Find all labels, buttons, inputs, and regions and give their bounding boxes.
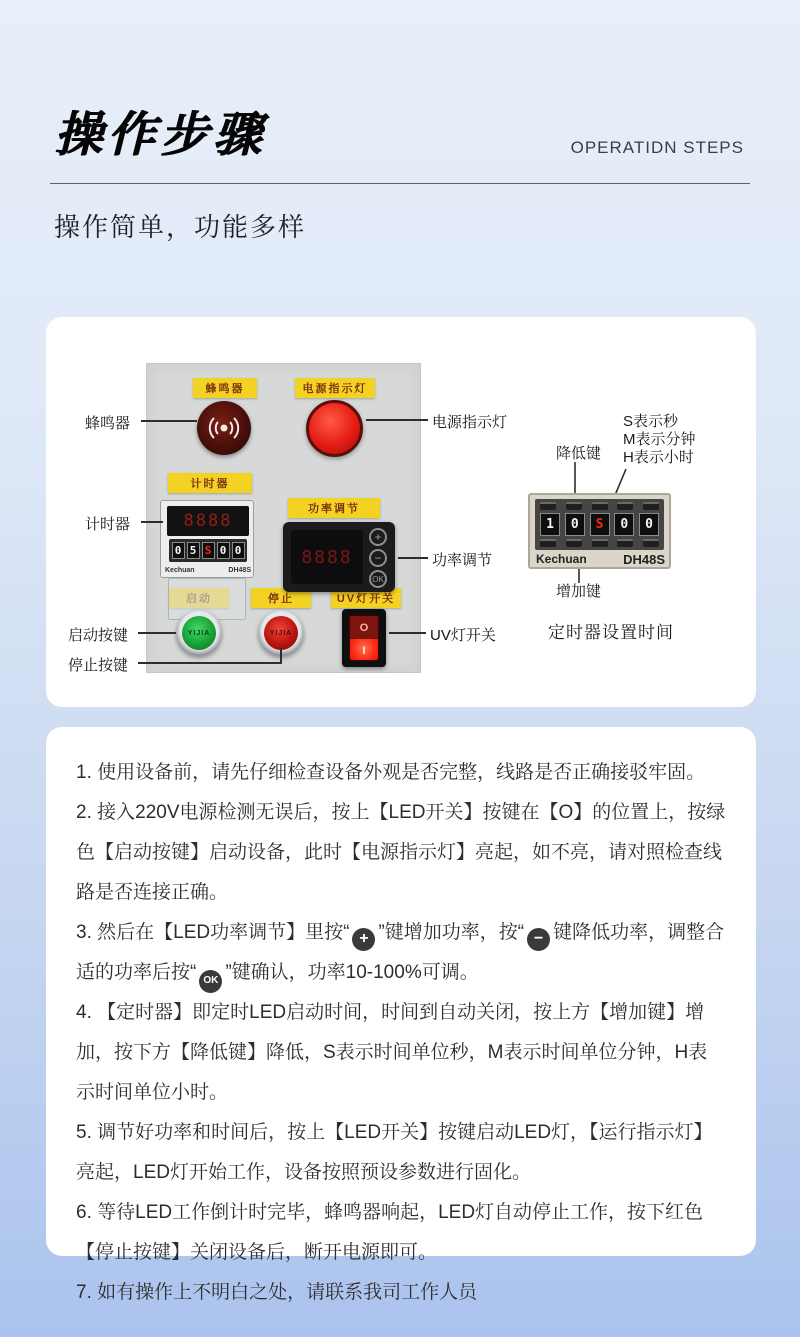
wheel-digit: 0	[614, 513, 634, 536]
step-4: 4. 【定时器】即定时LED启动时间，时间到自动关闭，按上方【增加键】增加，按下方【降低键】降低，S表示时间单位秒，M表示时间单位分钟，H表示时间单位小时。	[76, 1002, 708, 1103]
ok-button-icon: OK	[369, 570, 387, 588]
timer-setting-inner	[535, 499, 664, 550]
callout-uv-switch-line	[389, 632, 426, 634]
uv-rocker-on: I	[350, 639, 378, 661]
wheel-digit: 0	[232, 542, 245, 559]
wheel-digit: 0	[639, 513, 659, 536]
start-button-dome	[182, 616, 216, 650]
callout-stop-label: 停止按键	[68, 657, 129, 674]
step-3-text: 键降低功率，调整合适的功率后按“	[76, 922, 725, 983]
panel-photo-card	[46, 317, 756, 707]
step-1: 1. 使用设备前，请先仔细检查设备外观是否完整，线路是否正确接驳牢固。	[76, 762, 706, 783]
wheel-digit: 0	[172, 542, 185, 559]
tagline: 操作简单，功能多样	[54, 212, 307, 242]
uv-rocker	[349, 615, 379, 661]
step-3-text: ”键增加功率，按“	[378, 922, 525, 943]
start-button	[176, 610, 222, 656]
plus-button-icon: +	[369, 528, 387, 546]
tag-timer: 计时器	[168, 473, 252, 493]
callout-power-adjust-label: 功率调节	[432, 552, 493, 569]
setting-brand: Kechuan	[536, 552, 587, 566]
timer-brand-row	[165, 564, 251, 576]
step-6: 6. 等待LED工作倒计时完毕，蜂鸣器响起，LED灯自动停止工作，按下红色【停止按键】关闭设备后，断开电源即可。	[76, 1202, 704, 1263]
timer-display-digits: 8888	[183, 511, 233, 531]
power-display-digits: 8888	[301, 546, 353, 568]
diagram-unit-s-label: S表示秒	[623, 413, 679, 430]
callout-power-adjust-line	[398, 557, 428, 559]
tag-power-lamp: 电源指示灯	[295, 378, 375, 398]
plus-circle-icon: +	[352, 928, 375, 951]
step-3-text: 3. 然后在【LED功率调节】里按“	[76, 922, 350, 943]
diagram-decrease-label: 降低键	[556, 445, 602, 462]
wheel-digit: S	[202, 542, 215, 559]
callout-buzzer-line	[141, 420, 197, 422]
callout-start-line	[138, 632, 176, 634]
diagram-increase-label: 增加键	[556, 583, 602, 600]
ok-circle-icon: OK	[199, 970, 222, 993]
step-7: 7. 如有操作上不明白之处，请联系我司工作人员	[76, 1282, 478, 1303]
minus-button-icon: −	[369, 549, 387, 567]
callout-power-lamp-line	[366, 419, 428, 421]
callout-start-label: 启动按键	[68, 627, 129, 644]
callout-stop-line	[138, 662, 282, 664]
page-title-en: OPERATIDN STEPS	[570, 138, 744, 157]
minus-circle-icon: −	[527, 928, 550, 951]
timer-display	[167, 506, 249, 536]
power-adjust-device	[283, 522, 395, 592]
callout-stop-line-elbow	[280, 648, 282, 664]
setting-digits	[540, 513, 659, 536]
setting-brand-row	[536, 551, 665, 567]
power-display	[291, 530, 363, 584]
timer-model: DH48S	[228, 566, 251, 574]
steps-card	[46, 727, 756, 1303]
decrease-keys	[540, 502, 659, 510]
wheel-digit: S	[590, 513, 610, 536]
sound-wave-icon	[197, 401, 251, 455]
step-3	[76, 913, 726, 993]
callout-power-lamp-label: 电源指示灯	[432, 414, 508, 431]
start-button-emboss: YIJIA	[187, 629, 211, 637]
divider	[50, 183, 750, 184]
tag-uv-switch: UV灯开关	[331, 588, 401, 608]
tag-buzzer: 蜂鸣器	[193, 378, 257, 398]
diagram-unit-h-label: H表示小时	[623, 449, 694, 466]
tag-power-adjust: 功率调节	[288, 498, 380, 518]
callout-timer-label: 计时器	[85, 516, 131, 533]
stop-button-emboss: YIJIA	[269, 629, 293, 637]
power-indicator-lamp	[306, 400, 363, 457]
diagram-caption: 定时器设置时间	[548, 623, 674, 642]
callout-timer-line	[141, 521, 163, 523]
diagram-unit-m-label: M表示分钟	[623, 431, 696, 448]
callout-uv-switch-label: UV灯开关	[430, 627, 496, 644]
uv-rocker-switch	[342, 609, 386, 667]
wheel-digit: 1	[540, 513, 560, 536]
wheel-digit: 0	[217, 542, 230, 559]
stop-button-dome	[264, 616, 298, 650]
timer-device	[160, 500, 254, 578]
setting-model: DH48S	[623, 551, 665, 567]
tag-stop: 停止	[251, 588, 311, 608]
timer-setting-device	[528, 493, 671, 569]
step-3-text: ”键确认，功率10-100%可调。	[225, 962, 479, 983]
page-title: 操作步骤	[54, 109, 267, 162]
wheel-digit: 5	[187, 542, 200, 559]
buzzer-device	[197, 401, 251, 455]
step-5: 5. 调节好功率和时间后，按上【LED开关】按键启动LED灯，【运行指示灯】亮起，LED灯开始工作，设备按照预设参数进行固化。	[76, 1122, 713, 1183]
step-2: 2. 接入220V电源检测无误后，按上【LED开关】按键在【O】的位置上，按绿色【启动按键】启动设备，此时【电源指示灯】亮起，如不亮，请对照检查线路是否连接正确。	[76, 802, 726, 903]
timer-thumbwheels	[169, 539, 247, 562]
wheel-digit: 0	[565, 513, 585, 536]
callout-buzzer-label: 蜂鸣器	[85, 415, 131, 432]
increase-keys	[540, 539, 659, 547]
timer-brand: Kechuan	[165, 566, 195, 574]
uv-rocker-off: O	[350, 616, 378, 639]
